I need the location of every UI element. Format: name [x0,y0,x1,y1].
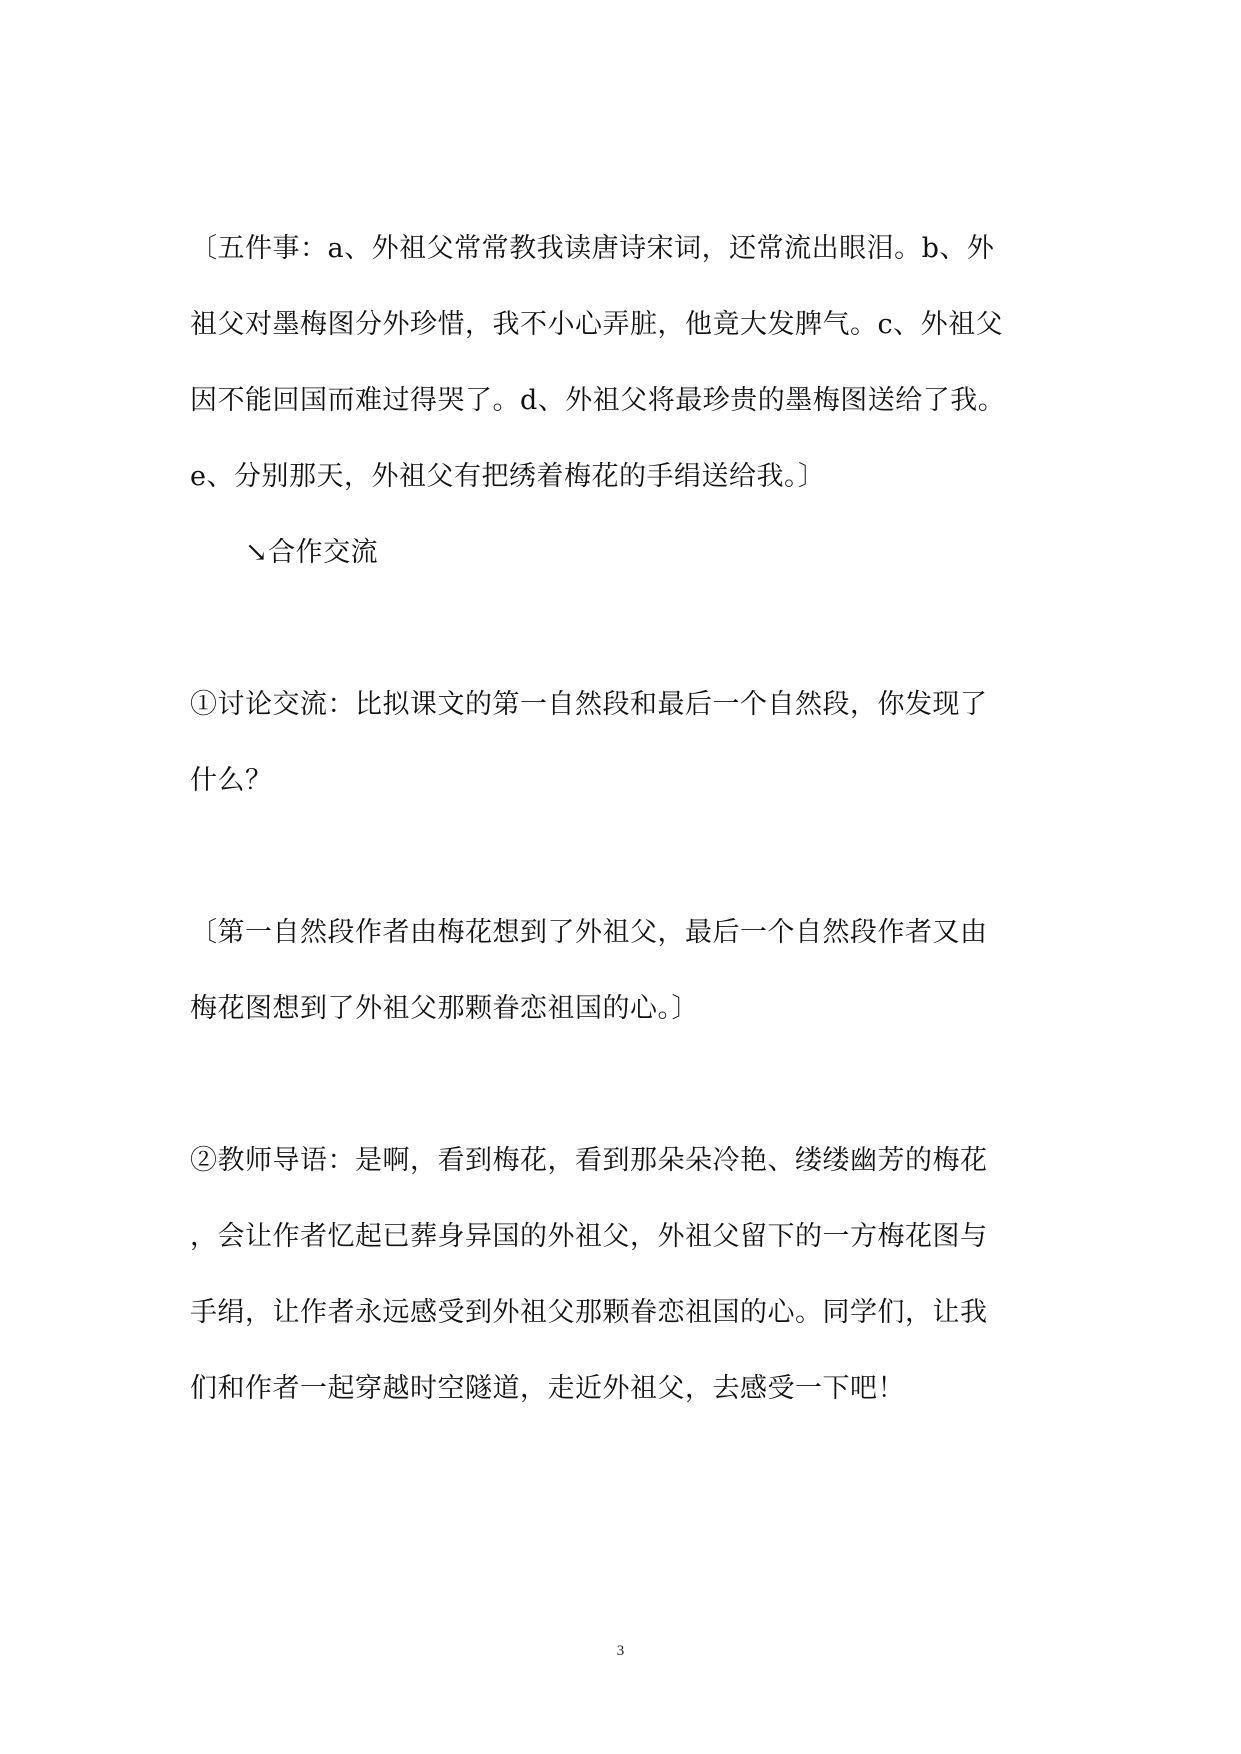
text-line: ②教师导语：是啊，看到梅花，看到那朵朵冷艳、缕缕幽芳的梅花 [190,1145,988,1176]
text-line: ，会让作者忆起已葬身异国的外祖父，外祖父留下的一方梅花图与 [190,1221,988,1252]
text-line: ①讨论交流：比拟课文的第一自然段和最后一个自然段，你发现了 [190,689,988,720]
text-line: 手绢，让作者永远感受到外祖父那颗眷恋祖国的心。同学们，让我 [190,1297,988,1328]
text-line: e、分别那天，外祖父有把绣着梅花的手绢送给我。〕 [190,461,826,492]
text-line: 因不能回国而难过得哭了。d、外祖父将最珍贵的墨梅图送给了我。 [190,385,1006,416]
text-line: 什么？ [190,765,273,796]
cooperation-heading: ↘合作交流 [245,537,379,568]
text-line: 祖父对墨梅图分外珍惜，我不小心弄脏，他竟大发脾气。c、外祖父 [190,309,1004,340]
text-line: 梅花图想到了外祖父那颗眷恋祖国的心。〕 [190,993,699,1024]
text-line: 〔五件事：a、外祖父常常教我读唐诗宋词，还常流出眼泪。b、外 [190,233,995,264]
page-number: 3 [616,1643,625,1659]
text-line: 〔第一自然段作者由梅花想到了外祖父，最后一个自然段作者又由 [190,917,988,948]
text-line: 们和作者一起穿越时空隧道，走近外祖父，去感受一下吧！ [190,1373,905,1404]
